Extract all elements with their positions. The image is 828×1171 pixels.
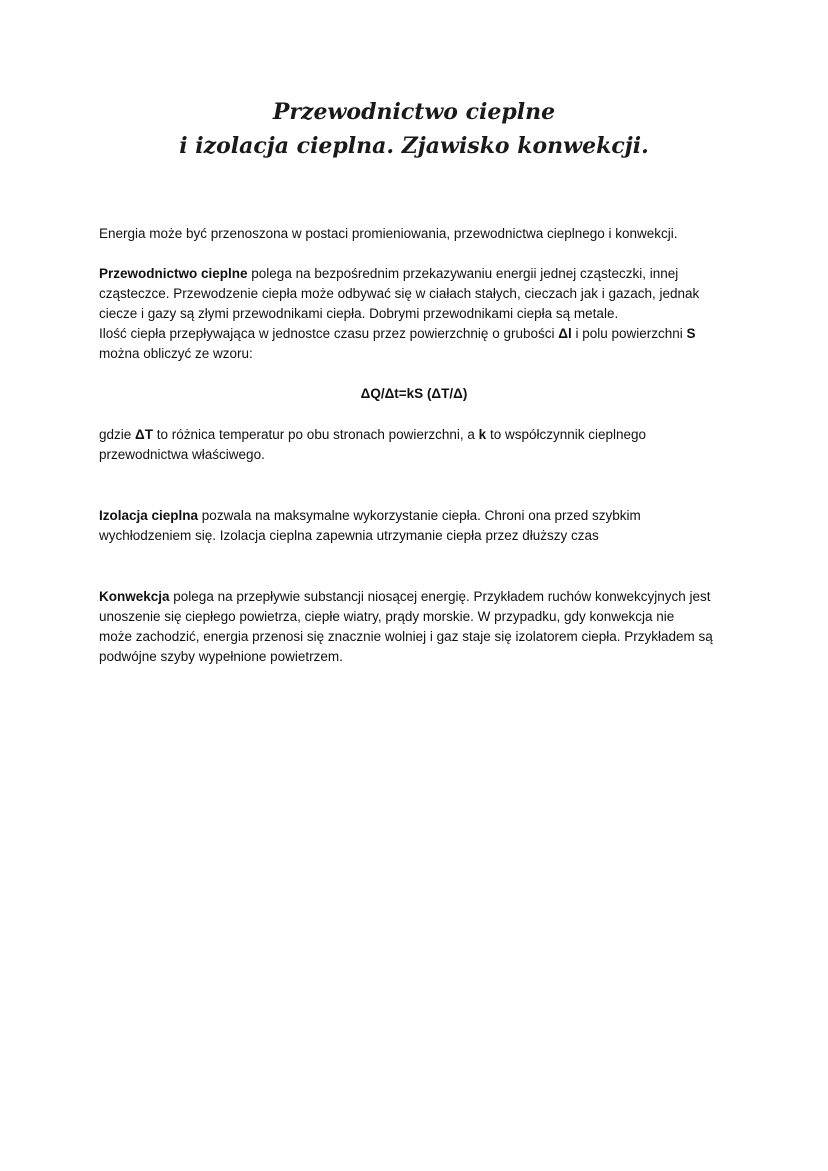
insulation-term: Izolacja cieplna: [99, 508, 199, 523]
insulation-line-1-text: pozwala na maksymalne wykorzystanie ciepła. Chroni ona przed szybkim: [198, 508, 641, 523]
conduction-line-5: można obliczyć ze wzoru:: [99, 346, 253, 361]
conduction-line-4: [99, 324, 739, 344]
heat-flow-formula: ΔQ/Δt=kS (ΔT/Δ): [360, 386, 468, 401]
conduction-line-2: cząsteczce. Przewodzenie ciepła może odbywać się w ciałach stałych, cieczach jak i gazach, jednak: [99, 286, 700, 301]
explanation-a: gdzie: [99, 427, 136, 442]
title-line-2: i izolacja cieplna. Zjawisko konwekcji.: [179, 133, 649, 159]
conduction-term: Przewodnictwo cieplne: [99, 266, 248, 281]
conduction-line-1: [99, 264, 739, 284]
explanation-b: to różnica temperatur po obu stronach powierzchni, a: [152, 427, 479, 442]
thickness-symbol: Δl: [558, 326, 572, 341]
explanation-line-2: przewodnictwa właściwego.: [99, 447, 265, 462]
convection-term: Konwekcja: [99, 589, 170, 604]
explanation-line-1: [99, 425, 739, 445]
convection-line-2: unoszenie się ciepłego powietrza, ciepłe wiatry, prądy morskie. W przypadku, gdy konwekcja nie: [99, 609, 675, 624]
conduction-line-4-b: i polu powierzchni: [571, 326, 687, 341]
area-symbol: S: [686, 326, 696, 341]
insulation-line-2: wychłodzeniem się. Izolacja cieplna zapewnia utrzymanie ciepła przez dłuższy czas: [99, 528, 599, 543]
conduction-line-3: ciecze i gazy są złymi przewodnikami ciepła. Dobrymi przewodnikami ciepła są metale.: [99, 306, 619, 321]
convection-line-4: podwójne szyby wypełnione powietrzem.: [99, 649, 343, 664]
title-line-1: Przewodnictwo cieplne: [272, 99, 556, 125]
conduction-line-1-text: polega na bezpośrednim przekazywaniu energii jednej cząsteczki, innej: [247, 266, 679, 281]
insulation-line-1: [99, 506, 739, 526]
conduction-line-4-a: Ilość ciepła przepływająca w jednostce czasu przez powierzchnię o grubości: [99, 326, 559, 341]
convection-line-1-text: polega na przepływie substancji niosącej energię. Przykładem ruchów konwekcyjnych jest: [169, 589, 711, 604]
intro-paragraph: Energia może być przenoszona w postaci promieniowania, przewodnictwa cieplnego i konwekcji.: [99, 226, 678, 241]
delta-t-symbol: ΔT: [135, 427, 153, 442]
k-symbol: k: [478, 427, 487, 442]
convection-line-3: może zachodzić, energia przenosi się znacznie wolniej i gaz staje się izolatorem ciepła. Przykładem są: [99, 629, 713, 644]
convection-line-1: [99, 587, 739, 607]
explanation-c: to współczynnik cieplnego: [486, 427, 647, 442]
